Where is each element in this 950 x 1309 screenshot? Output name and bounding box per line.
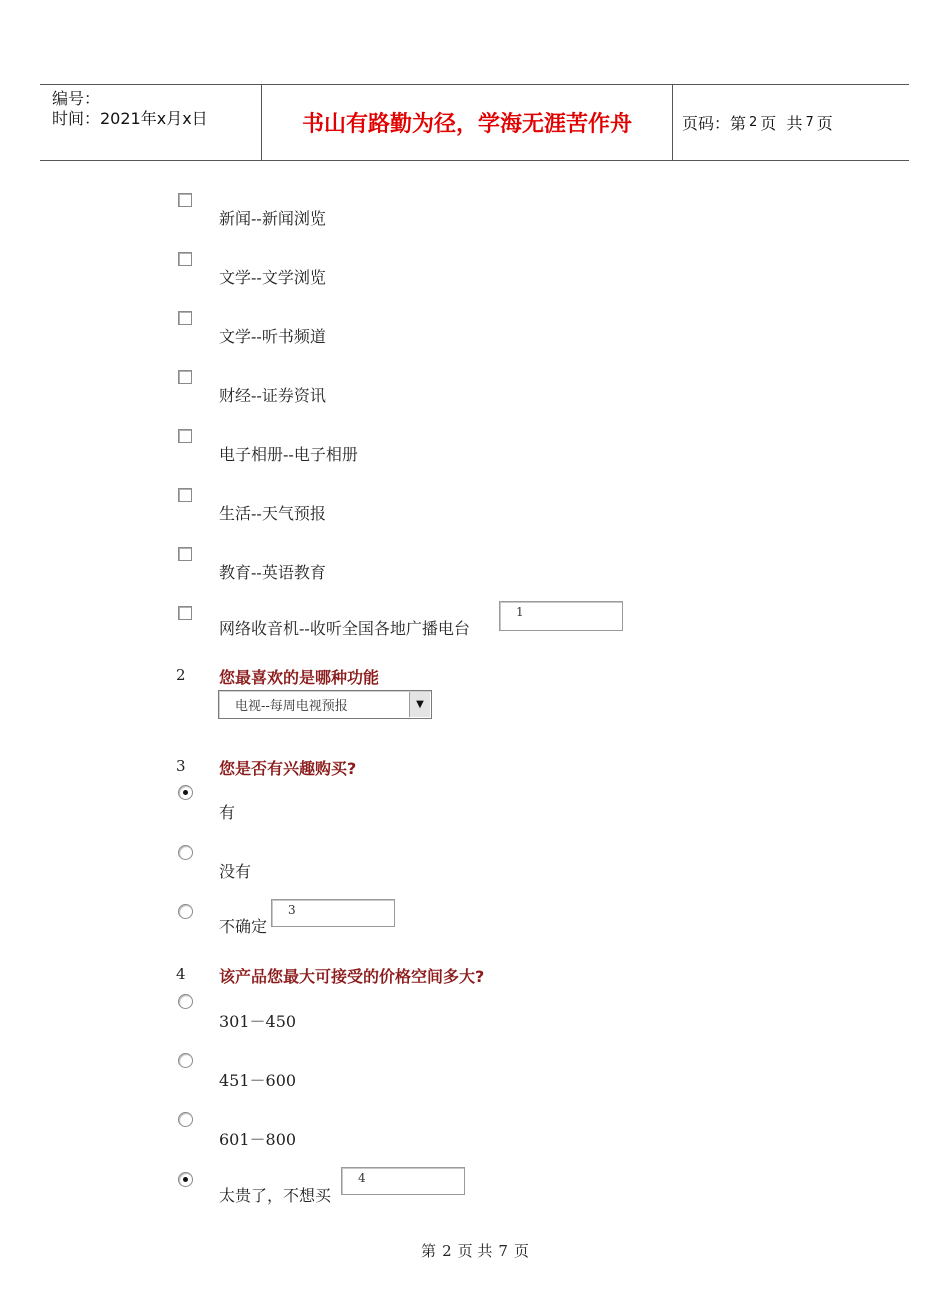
checkbox[interactable] — [178, 311, 192, 325]
number-label: 编号： — [52, 89, 101, 108]
option-label: 没有 — [219, 862, 252, 881]
option-label: 财经--证券资讯 — [219, 386, 326, 405]
footer-current: 2 — [442, 1242, 452, 1260]
question-number: 2 — [176, 666, 186, 684]
option-label: 网络收音机--收听全国各地广播电台 — [219, 619, 470, 638]
checkbox[interactable] — [178, 370, 192, 384]
other-text-input[interactable]: 3 — [271, 899, 395, 927]
option-label: 301－450 — [219, 1012, 297, 1031]
page-footer — [0, 1240, 950, 1261]
time-label: 时间：2021年x月x日 — [52, 109, 208, 128]
option-label: 不确定 — [219, 917, 268, 936]
radio-button[interactable] — [178, 904, 193, 919]
header-meta — [52, 89, 208, 129]
checkbox[interactable] — [178, 252, 192, 266]
option-label: 生活--天气预报 — [219, 504, 326, 523]
header-motto: 书山有路勤为径，学海无涯苦作舟 — [301, 112, 632, 137]
question-number: 4 — [176, 965, 186, 983]
radio-button-selected[interactable] — [178, 785, 193, 800]
checkbox[interactable] — [178, 606, 192, 620]
option-label: 太贵了，不想买 — [219, 1186, 332, 1205]
other-text-input[interactable]: 1 — [499, 601, 623, 631]
header-page-info — [682, 85, 833, 160]
question-text: 该产品您最大可接受的价格空间多大? — [219, 967, 485, 986]
radio-button[interactable] — [178, 994, 193, 1009]
other-text-input[interactable]: 4 — [341, 1167, 465, 1195]
radio-button-selected[interactable] — [178, 1172, 193, 1187]
function-select[interactable] — [218, 690, 432, 719]
option-label: 601－800 — [219, 1130, 297, 1149]
chevron-down-icon[interactable]: ▼ — [409, 692, 430, 717]
checkbox[interactable] — [178, 547, 192, 561]
page-total: 7 — [805, 115, 814, 130]
header-divider — [672, 85, 673, 160]
footer-pre: 第 — [421, 1242, 437, 1260]
radio-button[interactable] — [178, 1112, 193, 1127]
checkbox[interactable] — [178, 488, 192, 502]
question-text: 您是否有兴趣购买? — [219, 759, 357, 778]
option-label: 电子相册--电子相册 — [219, 445, 358, 464]
radio-button[interactable] — [178, 1053, 193, 1068]
select-value: 电视--每周电视预报 — [235, 699, 348, 714]
page-mid: 页 共 — [760, 114, 803, 133]
question-text: 您最喜欢的是哪种功能 — [219, 668, 380, 687]
page-prefix: 页码：第 — [682, 114, 747, 133]
option-label: 文学--听书频道 — [219, 327, 326, 346]
page-suffix: 页 — [816, 114, 833, 133]
option-label: 451－600 — [219, 1071, 297, 1090]
option-label: 有 — [219, 803, 236, 822]
radio-button[interactable] — [178, 845, 193, 860]
footer-total: 7 — [498, 1242, 508, 1260]
footer-post: 页 — [513, 1242, 529, 1260]
option-label: 文学--文学浏览 — [219, 268, 326, 287]
checkbox[interactable] — [178, 429, 192, 443]
option-label: 教育--英语教育 — [219, 563, 326, 582]
question-number: 3 — [176, 757, 186, 775]
footer-mid: 页 共 — [457, 1242, 493, 1260]
option-label: 新闻--新闻浏览 — [219, 209, 326, 228]
page-current: 2 — [749, 115, 758, 130]
checkbox[interactable] — [178, 193, 192, 207]
page-header — [40, 84, 909, 161]
